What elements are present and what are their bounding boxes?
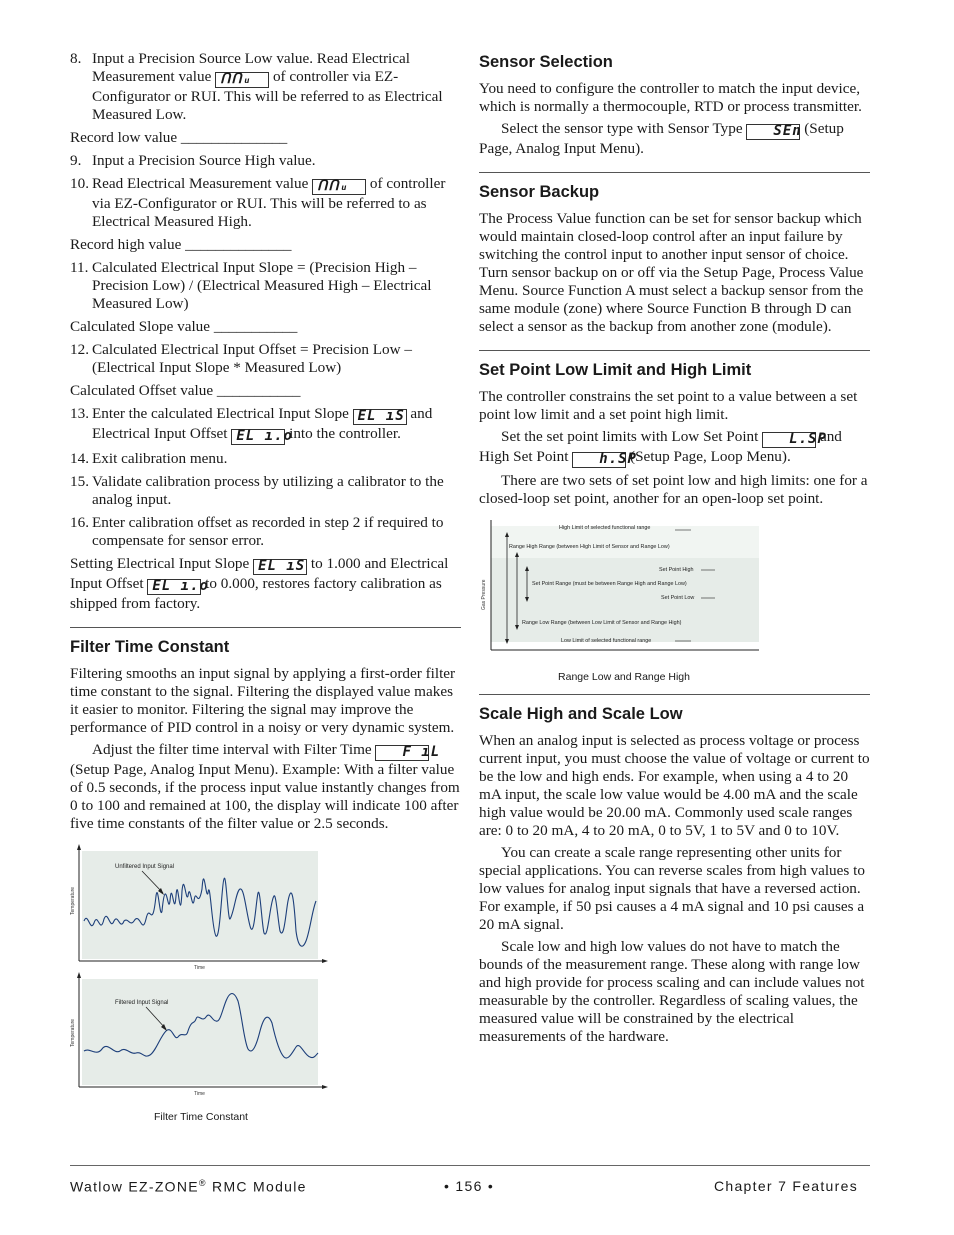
set-point-low-label: Set Point Low	[661, 595, 695, 601]
elio-display-code: EL ı.o	[147, 579, 201, 595]
filtered-signal-label: Filtered Input Signal	[115, 1000, 169, 1006]
step-8: 8. Input a Precision Source Low value. Read Electrical Measurement value ᑎᑎᵤ of controller via EZ-Configurator or RUI. This will be referred to as Electrical Measured Low.	[70, 50, 443, 123]
step-13: 13. Enter the calculated Electrical Input Slope EL ıS and Electrical Input Offset EL ı.o into the controller.	[70, 405, 433, 444]
set-point-paragraph-2: Set the set point limits with Low Set Point L.SP and High Set Point h.SP (Setup Page, Loop Menu).	[479, 428, 842, 467]
lsp-display-code: L.SP	[762, 432, 816, 448]
filter-signal-diagram	[70, 841, 332, 1099]
elis-display-code: EL ıS	[253, 559, 307, 575]
high-limit-label: High Limit of selected functional range	[559, 525, 651, 531]
unfiltered-signal-label: Unfiltered Input Signal	[115, 864, 175, 870]
bottom-y-label: Temperature	[70, 1018, 76, 1047]
set-point-paragraph-1: The controller constrains the set point to a value between a set point low limit and a set point high limit.	[479, 388, 858, 423]
elis-display-code: EL ıS	[353, 409, 407, 425]
sensor-selection-heading: Sensor Selection	[479, 53, 613, 71]
footer-page-number: • 156 •	[444, 1178, 495, 1194]
set-point-limit-heading: Set Point Low Limit and High Limit	[479, 361, 752, 379]
sensor-backup-paragraph: The Process Value function can be set for sensor backup which would maintain closed-loop control after an input failure by switching the control input to another input sensor of choice. Turn sensor backup on or off via the Setup Page, Process Value Menu. Source Function A must select a backup sensor from the same module (zone) where Source Function B through D can select a sensor as the backup from another zone (module).	[479, 210, 864, 335]
low-limit-label: Low Limit of selected functional range	[561, 638, 652, 644]
right-column	[479, 50, 870, 1050]
scale-paragraph-2: You can create a scale range representing other units for special applications. You can reverse scales from high values to low values for analog input signals that have a reversed action. For example, if 50 psi causes a 4 mA signal and 10 psi causes a 20 mA signal.	[479, 844, 865, 933]
elio-display-code: EL ı.o	[231, 429, 285, 445]
left-column	[70, 50, 461, 1126]
restore-factory-paragraph: Setting Electrical Input Slope EL ıS to 1.000 and Electrical Input Offset EL ı.o to 0.000, restores factory calibration as shipped from factory.	[70, 555, 449, 612]
hsp-display-code: h.SP	[572, 452, 626, 468]
range-limits-figure	[479, 520, 870, 686]
filter-time-constant-figure	[70, 841, 461, 1126]
filtered-panel	[82, 979, 318, 1085]
footer-product: Watlow EZ-ZONE® RMC Module	[70, 1178, 307, 1195]
section-divider	[479, 172, 870, 173]
step-15: 15. Validate calibration process by utilizing a calibrator to the analog input.	[70, 473, 444, 508]
sen-display-code: SEn	[746, 124, 800, 140]
scale-high-low-heading: Scale High and Scale Low	[479, 705, 683, 723]
sensor-backup-heading: Sensor Backup	[479, 183, 600, 201]
top-x-label: Time	[194, 965, 205, 971]
range-high-label: Range High Range (between High Limit of Sensor and Range Low)	[509, 544, 670, 550]
range-figure-caption: Range Low and Range High	[558, 671, 690, 683]
record-low-line: Record low value ______________	[70, 129, 288, 146]
x-axis-arrow	[322, 1085, 328, 1089]
mmu-display-code: ᑎᑎᵤ	[312, 179, 366, 195]
sensor-selection-paragraph-1: You need to configure the controller to match the input device, which is normally a thermocouple, RTD or process transmitter.	[479, 80, 862, 115]
scale-paragraph-1: When an analog input is selected as process voltage or process current input, you must choose the value of voltage or current to be the low and high ends. For example, when using a 4 to 20 mA input, the scale low value would be 4.00 mA and the scale high value would be 20.00 mA. Commonly used scale ranges are: 0 to 20 mA, 4 to 20 mA, 0 to 5V, 1 to 5V and 0 to 10V.	[479, 732, 870, 839]
x-axis-arrow	[322, 959, 328, 963]
step-9: 9. Input a Precision Source High value.	[70, 152, 316, 169]
section-divider	[479, 350, 870, 351]
footer-chapter: Chapter 7 Features	[713, 1178, 858, 1194]
sensor-selection-paragraph-2: Select the sensor type with Sensor Type SEn (Setup Page, Analog Input Menu).	[479, 120, 844, 157]
range-low-label: Range Low Range (between Low Limit of Sensor and Range High)	[522, 620, 682, 626]
section-divider	[70, 627, 461, 628]
step-10: 10. Read Electrical Measurement value ᑎᑎᵤ of controller via EZ-Configurator or RUI. This will be referred to as Electrical Measured High.	[70, 175, 446, 230]
filter-time-constant-heading: Filter Time Constant	[70, 638, 230, 656]
set-point-range-label: Set Point Range (must be between Range High and Range Low)	[532, 581, 687, 587]
step-12: 12. Calculated Electrical Input Offset = Precision Low – (Electrical Input Slope * Measured Low)	[70, 341, 412, 376]
page-footer	[70, 1165, 870, 1195]
range-limits-diagram	[479, 520, 761, 654]
y-axis-arrow	[77, 844, 81, 850]
set-point-paragraph-3: There are two sets of set point low and high limits: one for a closed-loop set point, another for an open-loop set point.	[479, 472, 868, 507]
set-point-high-label: Set Point High	[659, 567, 694, 573]
y-axis-arrow	[77, 972, 81, 978]
section-divider	[479, 694, 870, 695]
scale-paragraph-3: Scale low and high low values do not have to match the bounds of the measurement range. These along with range low and high provide for process scaling and can include values not measurable by the controller. Regardless of scaling values, the measured value will be constrained by the electrical measurements of the hardware.	[479, 938, 865, 1045]
calculated-offset-line: Calculated Offset value ___________	[70, 382, 301, 399]
gas-pressure-label: Gas Pressure	[481, 579, 487, 610]
step-14: 14. Exit calibration menu.	[70, 450, 228, 467]
bottom-x-label: Time	[194, 1091, 205, 1097]
step-11: 11. Calculated Electrical Input Slope = (Precision High – Precision Low) / (Electrical Measured High – Electrical Measured Low)	[70, 259, 432, 312]
fil-display-code: F ıL	[375, 745, 429, 761]
filter-paragraph-2: Adjust the filter time interval with Filter Time F ıL (Setup Page, Analog Input Menu). Example: With a filter value of 0.5 seconds, if the process input value instantly changes from 0 to 100 and remained at 100, the display will indicate 100 after five time constants of the filter value or 2.5 seconds.	[70, 741, 460, 832]
top-y-label: Temperature	[70, 886, 76, 915]
record-high-line: Record high value ______________	[70, 236, 292, 253]
filter-paragraph-1: Filtering smooths an input signal by applying a first-order filter time constant to the signal. Filtering the displayed value makes it easier to monitor. Filtering the signal may improve the performance of PID control in a noisy or very dynamic system.	[70, 665, 456, 736]
mmu-display-code: ᑎᑎᵤ	[215, 72, 269, 88]
calculated-slope-line: Calculated Slope value ___________	[70, 318, 298, 335]
filter-figure-caption: Filter Time Constant	[154, 1111, 248, 1123]
step-16: 16. Enter calibration offset as recorded in step 2 if required to compensate for sensor error.	[70, 514, 444, 549]
